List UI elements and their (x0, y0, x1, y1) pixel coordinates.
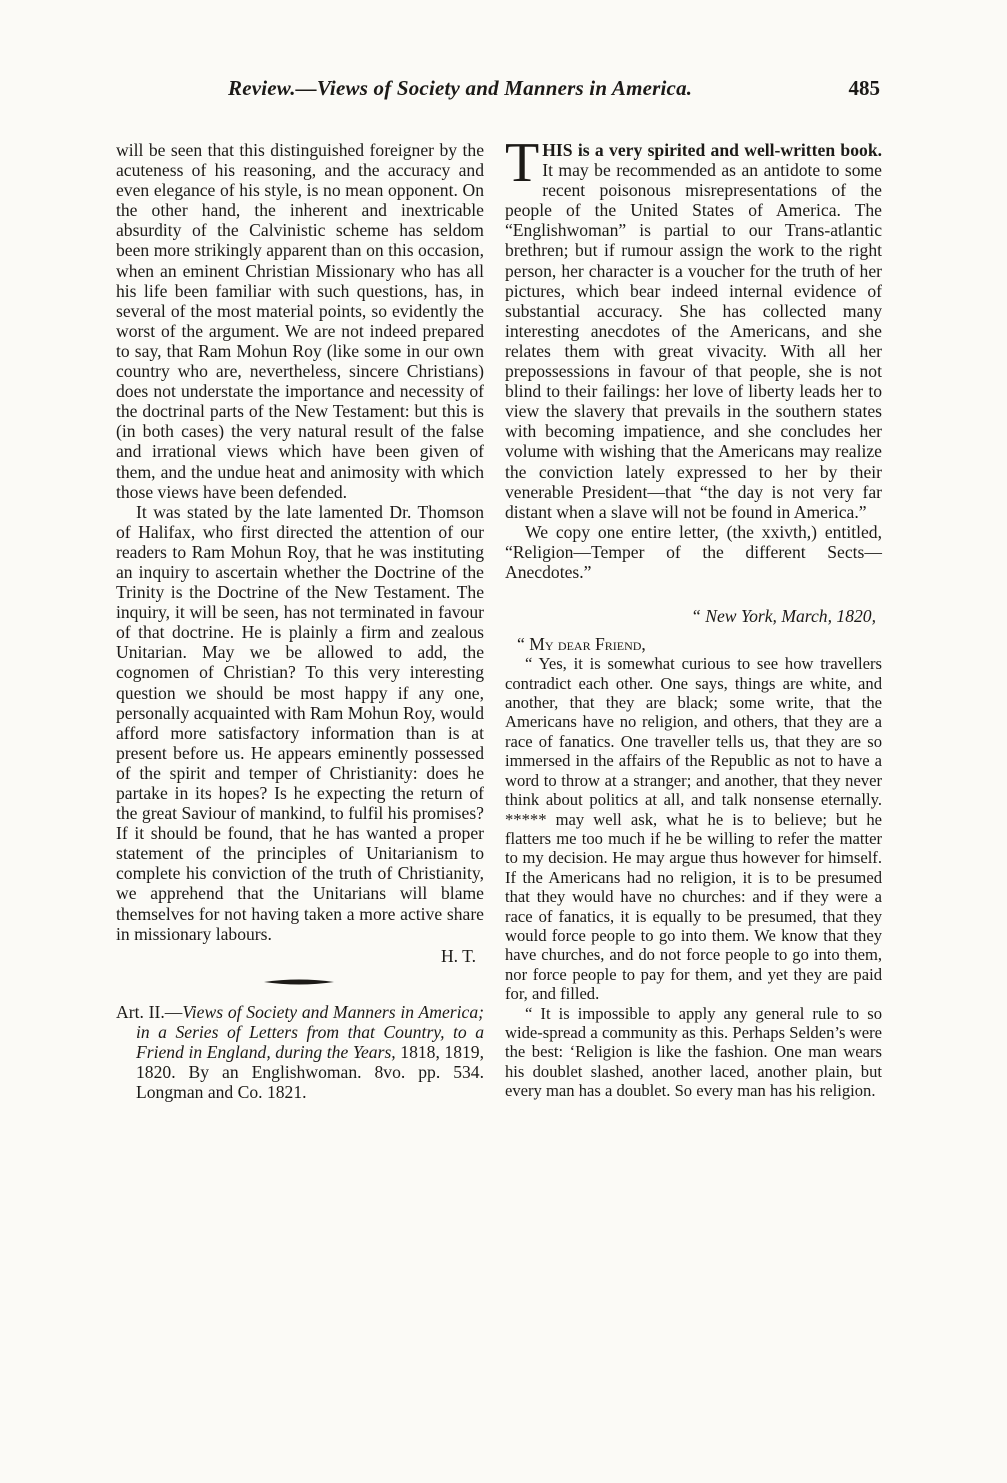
running-header (228, 76, 880, 106)
letter-salutation: “ My dear Friend, (517, 634, 646, 655)
article-heading (116, 1002, 484, 1102)
drop-cap: T (505, 132, 540, 194)
article-details: 1818, 1819, 1820. By an Englishwoman. 8vo. pp. 534. Longman and Co. 1821. (136, 1042, 485, 1103)
article-title: Views of Society and Manners in America; in a Series of Letters from that Country, to a Friend in England, during the Years, (136, 1001, 484, 1063)
left-paragraph-2: It was stated by the late lamented Dr. Thomson of Halifax, who first directed the attention of our readers to Ram Mohun Roy, that he was instituting an inquiry to ascertain whether the Doctrine of the Trinity is the Doctrine of the New Testament. The inquiry, it will be seen, has not terminated in favour of that doctrine. He is plainly a firm and zealous Unitarian. May we be allowed to add, the cognomen of Christian? To this very interesting question we should be most happy if any one, personally acquainted with Ram Mohun Roy, would afford more satisfactory information than is at present before us. He appears eminently possessed of the spirit and temper of Christianity: does he partake in its hopes? Is he expecting the return of the great Saviour of mankind, to fulfil his promises? If it should be found, that he has wanted a proper statement of the principles of Unitarianism to complete his conviction of the truth of Christianity, we apprehend that the Unitarians will blame themselves for not having taken a more active share in missionary labours. (116, 501, 484, 944)
intro-text: HIS is a very spirited and well-written book. (542, 140, 882, 160)
left-column (116, 140, 484, 1102)
article-prefix: Art. II.— (116, 1001, 183, 1022)
section-divider-ornament (264, 978, 334, 986)
right-column (505, 132, 882, 1101)
running-title: Review.—Views of Society and Manners in America. (228, 76, 693, 100)
letter-paragraph-2: “ It is impossible to apply any general rule to so wide-spread a community as this. Perhaps Selden’s were the best: ‘Religion is like the fashion. One man wears his doublet slashed, another laced, another plain, but every man has a doublet. So every man has his religion. (505, 1003, 882, 1101)
left-paragraph-1: will be seen that this distinguished foreigner by the acuteness of his reasoning, and the accuracy and even elegance of his style, is no mean opponent. On the other hand, the inherent and inextricable absurdity of the Calvinistic scheme has seldom been more strikingly apparent than on this occasion, when an eminent Christian Missionary who has all his life been familiar with such questions, has, in several of the most material points, so evidently the worst of the argument. We are not indeed prepared to say, that Ram Mohun Roy (like some in our own country who are, nevertheless, sincere Christians) does not understate the importance and necessity of the doctrinal parts of the New Testament: but this is (in both cases) the very natural result of the false and irrational views which have been given of them, and the undue heat and animosity with which those views have been defended. (116, 140, 484, 502)
page-number: 485 (848, 76, 880, 100)
right-paragraph-1-body: It may be recommended as an antidote to some recent poisonous misrepresentations of the people of the United States of America. The “Englishwoman” is partial to our Trans-atlantic brethren; but if rumour assign the work to the right person, her character is a voucher for the truth of her pictures, which bear indeed internal evidence of substantial accuracy. She has collected many interesting anecdotes of the Americans, and she relates them with great vivacity. With all her prepossessions in favour of that people, she is not blind to their failings: her love of liberty leads her to view the slavery that prevails in the southern states with becoming impatience, and she concludes her volume with wishing that the Americans may realize the conviction lately expressed to her by their venerable President—that “the day is not very far distant when a slave will not be found in America.” (505, 160, 882, 522)
right-paragraph-2: We copy one entire letter, (the xxivth,) entitled, “Religion—Temper of the different Sects—Anecdotes.” (505, 521, 882, 582)
letter-place-date: “ New York, March, 1820, (691, 606, 876, 627)
letter-paragraph-1: “ Yes, it is somewhat curious to see how travellers contradict each other. One says, things are white, and another, that they are black; some write, that the Americans have no religion, and others, that they are a race of fanatics. One traveller tells us, that they are so immersed in the affairs of the Republic as not to have a word to throw at a stranger; and another, that they never think about politics at all, and talk nonsense eternally. ***** may well ask, what he is to believe; but he flatters me too much if he be willing to refer the matter to my decision. He may argue thus however for himself. If the Americans had no religion, it is to be presumed that they would have no churches: and if they were a race of fanatics, it is equally to be presumed, that they would force people to go into them. We know that they have churches, and do not force people to go into them, nor force people to pay for them, and yet they are paid for, and filled. (505, 654, 882, 1004)
right-paragraph-1 (505, 132, 882, 522)
author-signature: H. T. (440, 945, 476, 966)
